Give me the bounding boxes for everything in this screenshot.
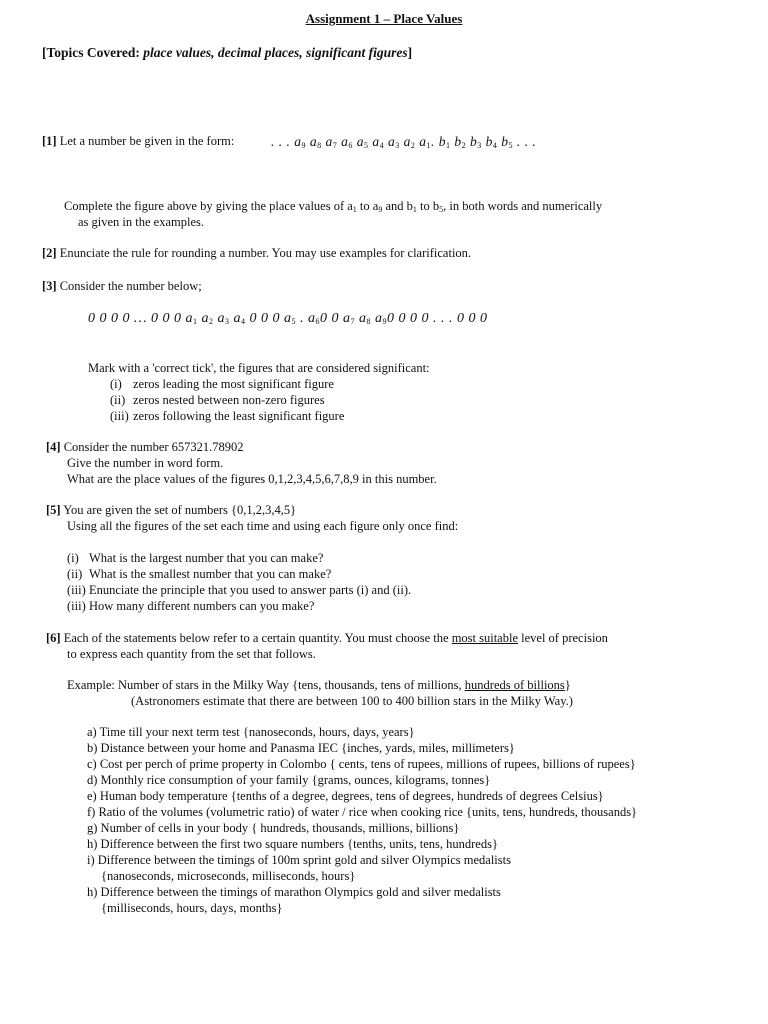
list-item [67,583,411,598]
instr-part: and b [382,199,413,213]
variable-term: $b_3$ [470,134,482,150]
expr-part: 0 0 [319,311,343,326]
list-item [67,599,314,614]
statement-item: f) Ratio of the volumes (volumetric ratio) of water / rice when cooking rice {units, tens, hundreds, thousands} [87,805,638,819]
statement-item: h) Difference between the first two square numbers {tenths, units, tens, hundreds} [87,837,498,851]
variable-term: $a_5$ [283,311,296,326]
question-text: Enunciate the rule for rounding a number. You may use examples for clarification. [59,246,472,260]
question-4 [46,440,244,455]
q6-example [67,678,571,693]
item-text: zeros leading the most significant figure [133,377,334,391]
q6-line2: to express each quantity from the set that follows. [67,647,316,661]
question-number: [4] [46,440,61,454]
variable-term: $a_7$ [325,134,338,150]
question-text-end: level of precision [518,631,608,645]
topics-items: place values, decimal places, significant figures [143,45,408,60]
item-number: (ii) [110,393,126,407]
question-number: [1] [42,134,57,148]
question-number: [2] [42,246,57,260]
q4-line2: Give the number in word form. [67,456,224,470]
q3-mark-instruction: Mark with a 'correct tick', the figures that are considered significant: [88,361,430,375]
list-item [67,567,331,582]
variable-term: $b_4$ [485,134,498,150]
question-number: [5] [46,503,61,517]
question-1 [42,134,234,149]
page-title: Assignment 1 – Place Values [305,11,463,26]
expr-part: . [295,311,308,326]
question-number: [6] [46,631,61,645]
item-text: How many different numbers can you make? [89,599,315,613]
a-terms [294,134,431,149]
statement-item: h) Difference between the timings of marathon Olympics gold and silver medalists [87,885,501,899]
instr-part: to a [356,199,379,213]
variable-term: $a_1$ [419,134,431,150]
variable-term: $a_5$ [356,134,369,150]
decimal-point: . [431,134,435,149]
statement-item: b) Distance between your home and Panasma IEC {inches, yards, miles, millimeters} [87,741,515,755]
example-answer: hundreds of billions [464,678,565,692]
question-text: You are given the set of numbers {0,1,2,3,4,5} [63,503,297,517]
question-text: Each of the statements below refer to a certain quantity. You must choose the [63,631,452,645]
item-text: zeros nested between non-zero figures [133,393,325,407]
a7-a9-terms [343,311,387,326]
variable-term: $a_9$ [294,134,306,150]
topics-close: ] [407,45,413,60]
list-item [67,551,323,566]
statement-item: e) Human body temperature {tenths of a degree, degrees, tens of degrees, hundreds of degrees Celsius} [87,789,604,803]
q1-instruction-line2: as given in the examples. [78,215,205,229]
list-item [110,409,344,424]
a5-term [284,311,296,326]
list-item [110,393,325,408]
expr-part: 0 0 0 0 . . . 0 0 0 [386,311,488,326]
variable-term: $a_9$ [374,311,387,326]
list-item [110,377,334,392]
question-text: Consider the number below; [59,279,202,293]
item-text: Enunciate the principle that you used to answer parts (i) and (ii). [89,583,412,597]
topics-covered [42,45,412,61]
example-text: Example: Number of stars in the Milky Way {tens, thousands, tens of millions, [67,678,465,692]
instr-sub: 1 [412,205,417,214]
example-close: } [564,678,571,692]
topics-open: [Topics Covered: [42,45,144,60]
variable-term: $a_7$ [342,311,355,326]
variable-term: $a_2$ [403,134,416,150]
instr-part: , in both words and numerically [443,199,603,213]
question-number: [3] [42,279,57,293]
variable-term: $b_1$ [438,134,451,150]
variable-term: $a_3$ [217,311,230,326]
variable-term: $a_2$ [201,311,214,326]
q1-instruction [64,199,602,214]
instr-sub: 1 [352,205,357,214]
statement-item: d) Monthly rice consumption of your family {grams, ounces, kilograms, tonnes} [87,773,491,787]
statement-item: {milliseconds, hours, days, months} [101,901,283,915]
variable-term: $a_3$ [388,134,400,150]
item-text: What is the largest number that you can make? [89,551,324,565]
statement-item: a) Time till your next term test {nanoseconds, hours, days, years} [87,725,415,739]
underlined-phrase: most suitable [451,631,519,645]
question-text: Consider the number 657321.78902 [63,440,244,454]
variable-term: $a_6$ [307,311,320,326]
item-number: (iii) [67,583,86,597]
question-6 [46,631,608,646]
variable-term: $a_8$ [358,311,371,326]
q4-line3: What are the place values of the figures 0,1,2,3,4,5,6,7,8,9 in this number. [67,472,437,486]
variable-term: $a_4$ [372,134,385,150]
a-terms [185,311,245,326]
question-text: Let a number be given in the form: [59,134,235,148]
b-terms [439,134,513,149]
question-5 [46,503,296,518]
instr-part: Complete the figure above by giving the place values of a [64,199,353,213]
q6-example-note: (Astronomers estimate that there are between 100 to 400 billion stars in the Milky Way.) [131,694,573,708]
leading-dots: . . . [271,134,291,149]
statement-item: c) Cost per perch of prime property in Colombo { cents, tens of rupees, millions of rupees, billions of rupees} [87,757,636,771]
item-text: zeros following the least significant figure [133,409,345,423]
trailing-dots: . . . [516,134,537,149]
item-number: (i) [67,551,79,565]
variable-term: $a_8$ [309,134,322,150]
instr-sub: 5 [439,205,444,214]
item-number: (iii) [110,409,129,423]
variable-term: $a_1$ [185,311,198,326]
q5-line2: Using all the figures of the set each time and using each figure only once find: [67,519,459,533]
expr-part: 0 0 0 [245,311,284,326]
q1-number-form [271,134,536,150]
variable-term: $a_4$ [233,311,246,326]
item-number: (i) [110,377,122,391]
question-3 [42,279,202,294]
q3-number-expression [88,311,487,327]
instr-part: to b [416,199,440,213]
variable-term: $b_5$ [501,134,513,150]
instr-sub: 9 [378,205,383,214]
statement-item: {nanoseconds, microseconds, milliseconds, hours} [101,869,356,883]
expr-part: 0 0 0 0 … 0 0 0 [88,311,186,326]
item-number: (ii) [67,567,83,581]
item-text: What is the smallest number that you can make? [89,567,332,581]
item-number: (iii) [67,599,86,613]
statement-item: g) Number of cells in your body { hundreds, thousands, millions, billions} [87,821,460,835]
statement-item: i) Difference between the timings of 100m sprint gold and silver Olympics medalists [87,853,511,867]
variable-term: $a_6$ [341,134,353,150]
question-2 [42,246,471,261]
variable-term: $b_2$ [454,134,467,150]
a6-term [308,311,320,326]
